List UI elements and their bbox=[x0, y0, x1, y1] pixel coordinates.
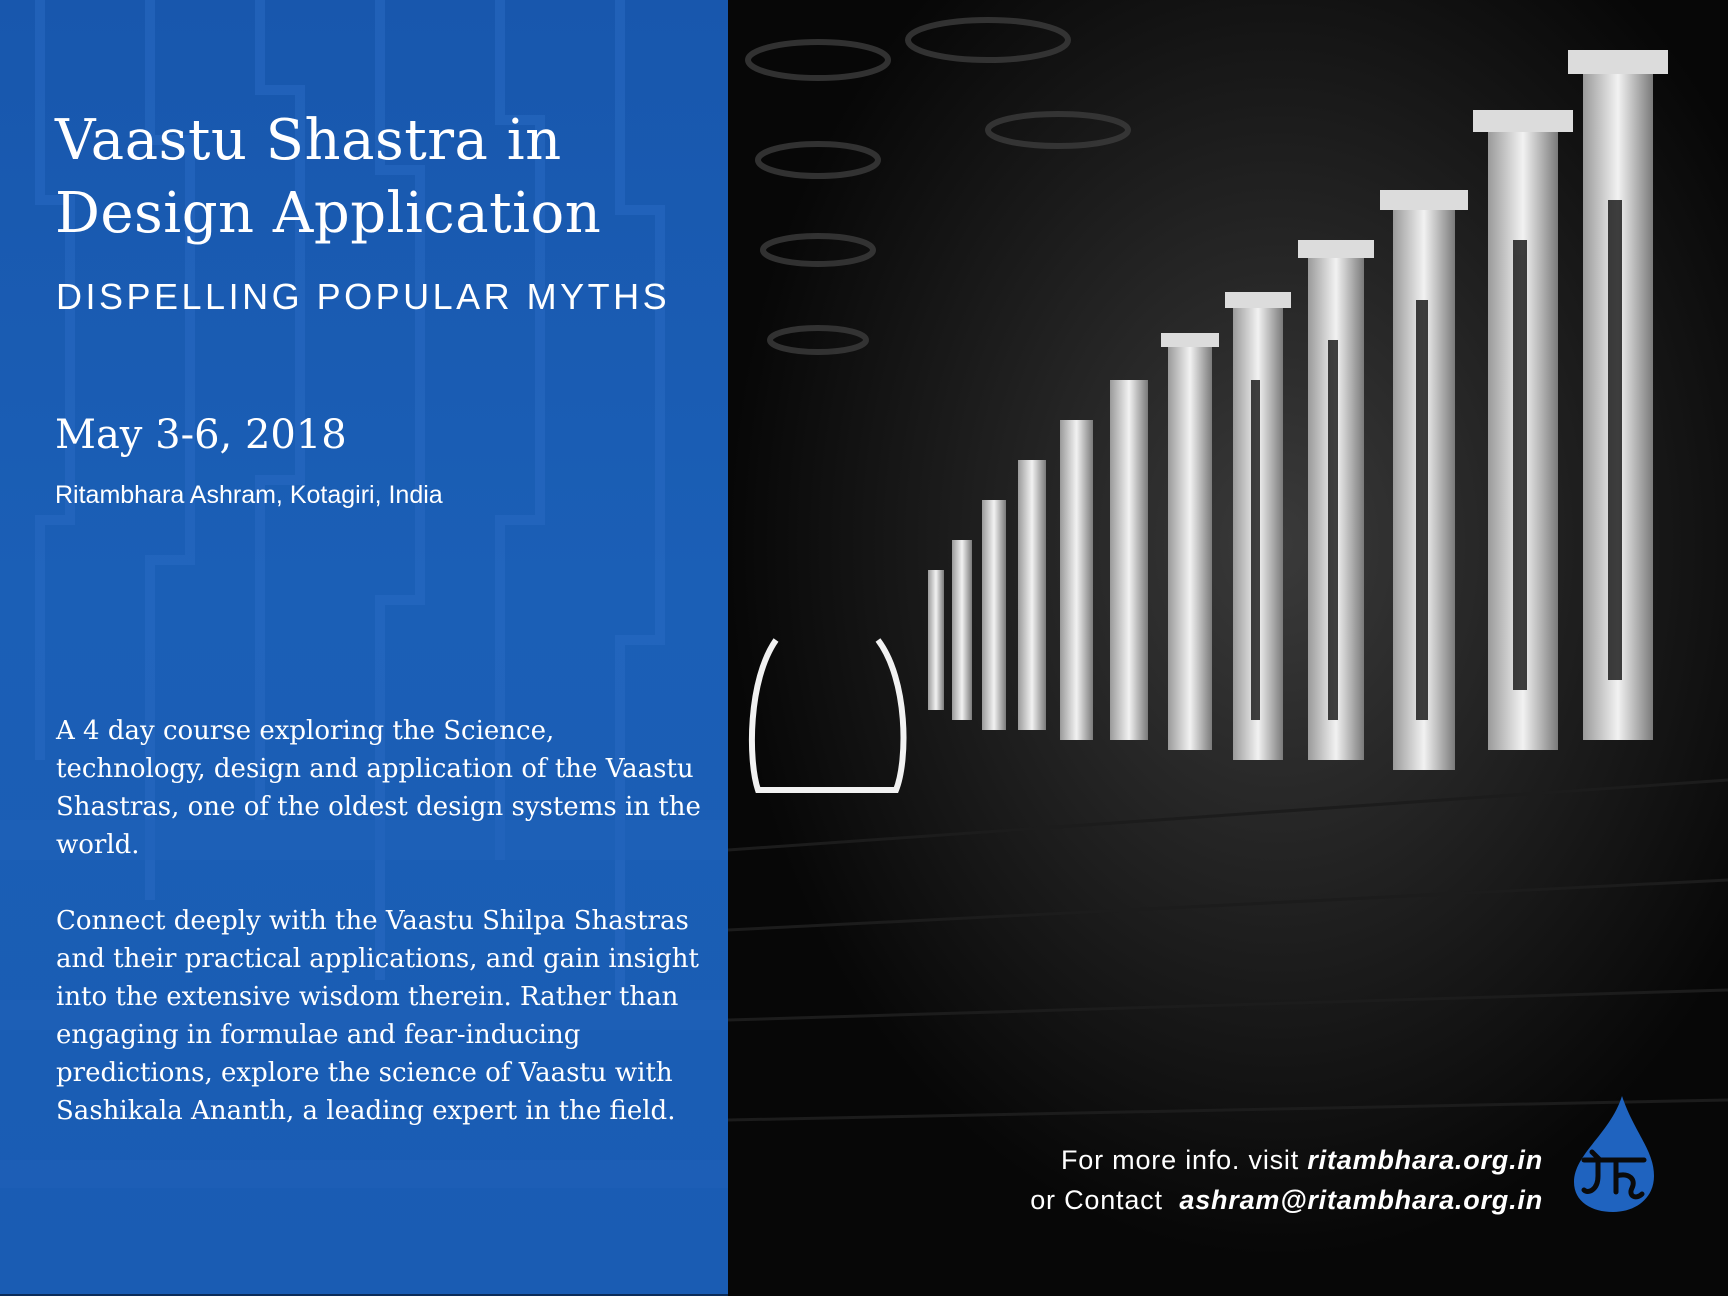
website-line bbox=[1030, 1140, 1543, 1180]
event-title bbox=[55, 104, 705, 250]
website-link[interactable]: ritambhara.org.in bbox=[1307, 1145, 1543, 1175]
event-date: May 3-6, 2018 bbox=[55, 412, 347, 458]
water-drop-logo-icon bbox=[1570, 1094, 1656, 1214]
course-description: A 4 day course exploring the Science, technology, design and application of the Vaastu Shastras, one of the oldest design systems in the world. bbox=[56, 716, 701, 860]
title-line-2: Design Application bbox=[55, 181, 602, 246]
email-link[interactable]: ashram@ritambhara.org.in bbox=[1179, 1185, 1543, 1215]
contact-info bbox=[1030, 1140, 1543, 1220]
event-location: Ritambhara Ashram, Kotagiri, India bbox=[55, 481, 443, 509]
website-prefix: For more info. visit bbox=[1060, 1145, 1300, 1175]
event-subtitle: DISPELLING POPULAR MYTHS bbox=[56, 276, 671, 317]
title-line-1: Vaastu Shastra in bbox=[55, 108, 562, 173]
course-details: Connect deeply with the Vaastu Shilpa Shastras and their practical applications, and gain insight into the extensive wisdom therein. Rather than engaging in formulae and fear-inducing predictions, explore the science of Vaastu with Sashikala Ananth, a leading expert in the field. bbox=[56, 906, 699, 1126]
email-line bbox=[1030, 1180, 1543, 1220]
info-panel bbox=[0, 0, 728, 1294]
email-prefix: or Contact bbox=[1030, 1185, 1163, 1215]
